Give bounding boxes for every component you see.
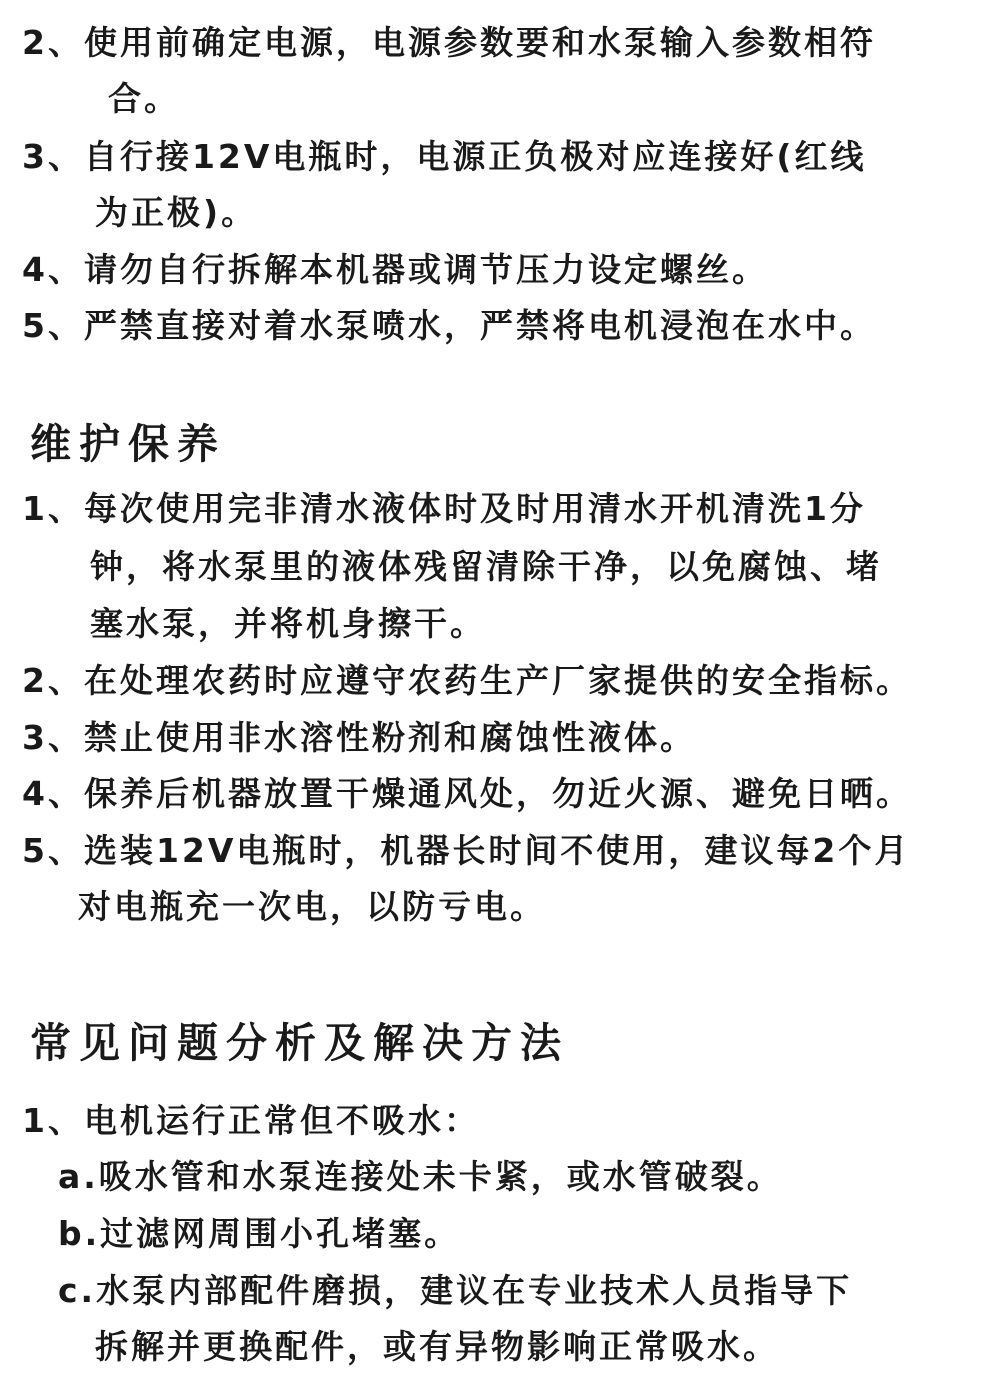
- troubleshooting-sub-a: a.吸水管和水泵连接处未卡紧，或水管破裂。: [58, 1157, 783, 1196]
- usage-note-4: 4、请勿自行拆解本机器或调节压力设定螺丝。: [22, 250, 768, 289]
- usage-note-5: 5、严禁直接对着水泵喷水，严禁将电机浸泡在水中。: [22, 306, 876, 345]
- troubleshooting-sub-c-line1: c.水泵内部配件磨损，建议在专业技术人员指导下: [58, 1271, 853, 1310]
- usage-note-3-line2: 为正极)。: [95, 193, 258, 232]
- maintenance-heading: 维护保养: [30, 420, 226, 468]
- usage-note-2-line1: 2、使用前确定电源，电源参数要和水泵输入参数相符: [22, 23, 876, 62]
- maintenance-item-4: 4、保养后机器放置干燥通风处，勿近火源、避免日晒。: [22, 774, 912, 813]
- maintenance-item-3: 3、禁止使用非水溶性粉剂和腐蚀性液体。: [22, 718, 696, 757]
- troubleshooting-sub-c-line2: 拆解并更换配件，或有异物影响正常吸水。: [95, 1327, 779, 1366]
- maintenance-item-5-line1: 5、选装12V电瓶时，机器长时间不使用，建议每2个月: [22, 831, 911, 870]
- troubleshooting-item-1: 1、电机运行正常但不吸水：: [22, 1101, 480, 1140]
- maintenance-item-1-line1: 1、每次使用完非清水液体时及时用清水开机清洗1分: [22, 489, 866, 528]
- usage-note-2-line2: 合。: [108, 79, 180, 118]
- maintenance-item-5-line2: 对电瓶充一次电，以防亏电。: [78, 887, 546, 926]
- maintenance-item-1-line3: 塞水泵，并将机身擦干。: [90, 604, 486, 643]
- troubleshooting-sub-b: b.过滤网周围小孔堵塞。: [58, 1214, 461, 1253]
- usage-note-3-line1: 3、自行接12V电瓶时，电源正负极对应连接好(红线: [22, 137, 867, 176]
- maintenance-item-1-line2: 钟，将水泵里的液体残留清除干净，以免腐蚀、堵: [90, 547, 882, 586]
- maintenance-item-2: 2、在处理农药时应遵守农药生产厂家提供的安全指标。: [22, 661, 912, 700]
- troubleshooting-heading: 常见问题分析及解决方法: [30, 1019, 569, 1067]
